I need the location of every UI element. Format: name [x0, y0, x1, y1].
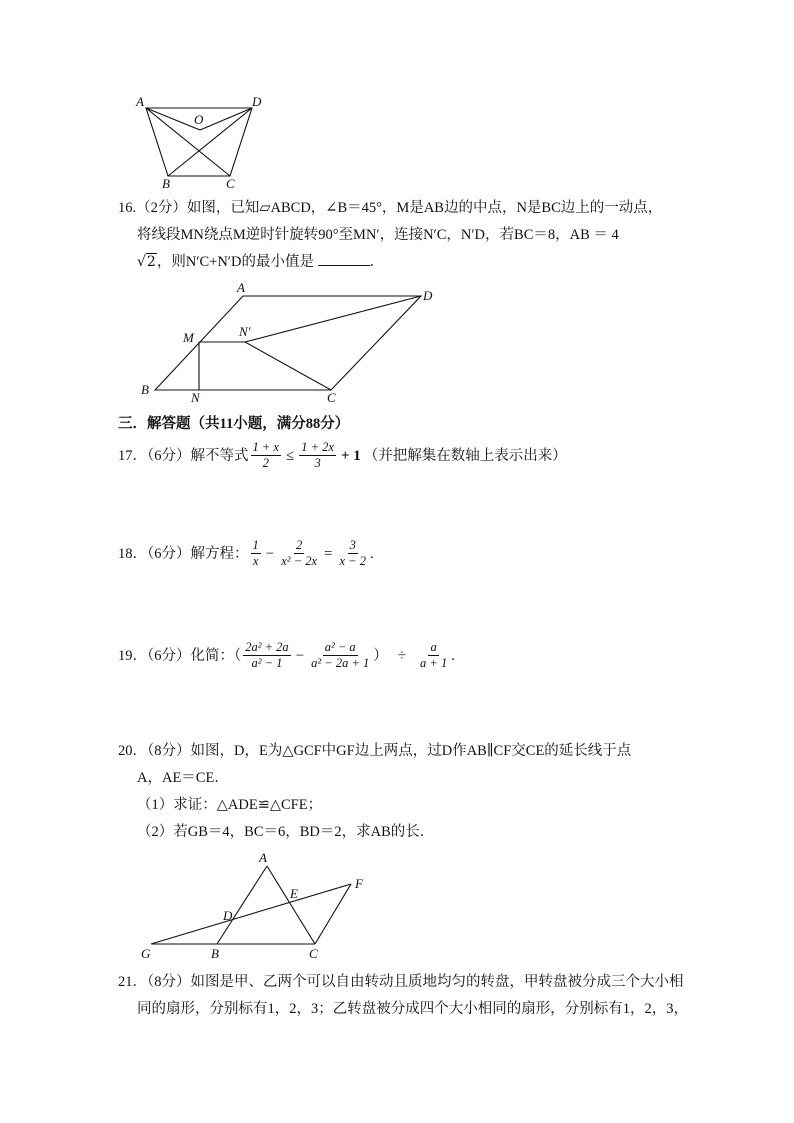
label-B: B — [141, 382, 149, 397]
figure-16-parallelogram — [135, 280, 445, 406]
q21-line2: 同的扇形，分别标有1，2，3；乙转盘被分成四个大小相同的扇形，分别标有1，2，3， — [137, 1001, 688, 1017]
q19-end: . — [451, 647, 455, 664]
label-M: M — [183, 330, 194, 345]
q16-line1: 16.（2分）如图，已知▱ABCD，∠B＝45°，M是AB边的中点，N是BC边上的一动点， — [118, 200, 663, 216]
numerator: a² − a — [324, 640, 356, 654]
q20-part1: （1）求证：△ADE≌△CFE； — [137, 797, 323, 813]
numerator: 1 — [252, 538, 259, 552]
sqrt-symbol: √2 — [137, 254, 156, 270]
label-E: E — [290, 886, 298, 901]
denominator: 2 — [262, 456, 269, 470]
q18-fraction-3 — [337, 538, 367, 569]
label-O: O — [194, 112, 204, 127]
label-C: C — [309, 946, 318, 961]
label-D: D — [423, 288, 433, 303]
label-B: B — [211, 946, 219, 961]
q20-line2: A，AE＝CE． — [137, 770, 229, 786]
label-A: A — [136, 94, 144, 109]
q19 — [118, 640, 455, 671]
q18-prefix: 18．（6分）解方程： — [118, 545, 249, 562]
denominator: x² − 2x — [281, 554, 317, 568]
equals-sign: = — [324, 545, 333, 562]
q16-line2: 将线段MN绕点M逆时针旋转90°至MN′，连接N′C，N′D，若BC＝8，AB ＝ 4 — [137, 227, 619, 243]
label-D: D — [223, 908, 233, 923]
minus-sign: − — [295, 647, 305, 664]
label-D: D — [252, 94, 262, 109]
q17-fraction-2 — [299, 440, 336, 471]
minus-sign: − — [265, 545, 275, 562]
label-C: C — [226, 176, 235, 190]
label-N-prime: N′ — [239, 324, 251, 339]
figure-15-trapezoid — [130, 90, 270, 190]
q17-suffix: （并把解集在数轴上表示出来） — [363, 447, 567, 464]
denominator: a² − 2a + 1 — [311, 656, 370, 670]
leq-sign: ≤ — [285, 447, 295, 464]
q16-line3-end: ． — [369, 254, 385, 270]
plus-one: + 1 — [340, 447, 361, 464]
section-title: 三．解答题（共11小题，满分88分） — [118, 416, 350, 432]
denominator: x — [252, 554, 259, 568]
q16-line3-text: ，则N′C+N′D的最小值是 — [156, 254, 314, 270]
divide-sign: ÷ — [397, 647, 407, 664]
q18 — [118, 538, 374, 569]
label-N: N — [191, 390, 200, 405]
answer-blank[interactable] — [318, 253, 370, 266]
q19-prefix: 19．（6分）化简：（ — [118, 647, 242, 664]
q18-fraction-2 — [279, 538, 319, 569]
q20-part2: （2）若GB＝4，BC＝6，BD＝2，求AB的长． — [137, 824, 435, 840]
numerator: a — [430, 640, 437, 654]
q16-line3 — [137, 253, 384, 271]
numerator: 3 — [349, 538, 356, 552]
q21-line1: 21．（8分）如图是甲、乙两个可以自由转动且质地均匀的转盘，甲转盘被分成三个大小相 — [118, 974, 684, 990]
label-A: A — [237, 280, 245, 295]
denominator: a² − 1 — [251, 656, 283, 670]
figure-20-triangle — [135, 848, 375, 964]
label-C: C — [327, 390, 336, 405]
q19-fraction-1 — [243, 640, 290, 671]
sqrt-radicand: 2 — [146, 254, 156, 270]
q20-line1: 20．（8分）如图，D，E为△GCF中GF边上两点，过D作AB∥CF交CE的延长线于点 — [118, 743, 632, 759]
q19-fraction-2 — [309, 640, 371, 671]
numerator: 1 + x — [252, 440, 279, 454]
numerator: 2 — [295, 538, 303, 552]
q17-prefix: 17．（6分）解不等式 — [118, 447, 249, 464]
q19-fraction-3 — [418, 640, 449, 671]
numerator: 2a² + 2a — [245, 640, 289, 654]
denominator: x − 2 — [339, 554, 366, 568]
label-A: A — [259, 850, 267, 865]
denominator: a + 1 — [420, 656, 448, 670]
q17-fraction-1 — [251, 440, 281, 471]
q17 — [118, 440, 567, 471]
label-G: G — [141, 946, 151, 961]
q18-fraction-1 — [251, 538, 261, 569]
label-B: B — [162, 176, 170, 190]
numerator: 1 + 2x — [301, 440, 334, 454]
q18-end: . — [369, 545, 374, 562]
denominator: 3 — [314, 456, 321, 470]
label-F: F — [355, 876, 363, 891]
close-paren: ） — [373, 647, 388, 664]
